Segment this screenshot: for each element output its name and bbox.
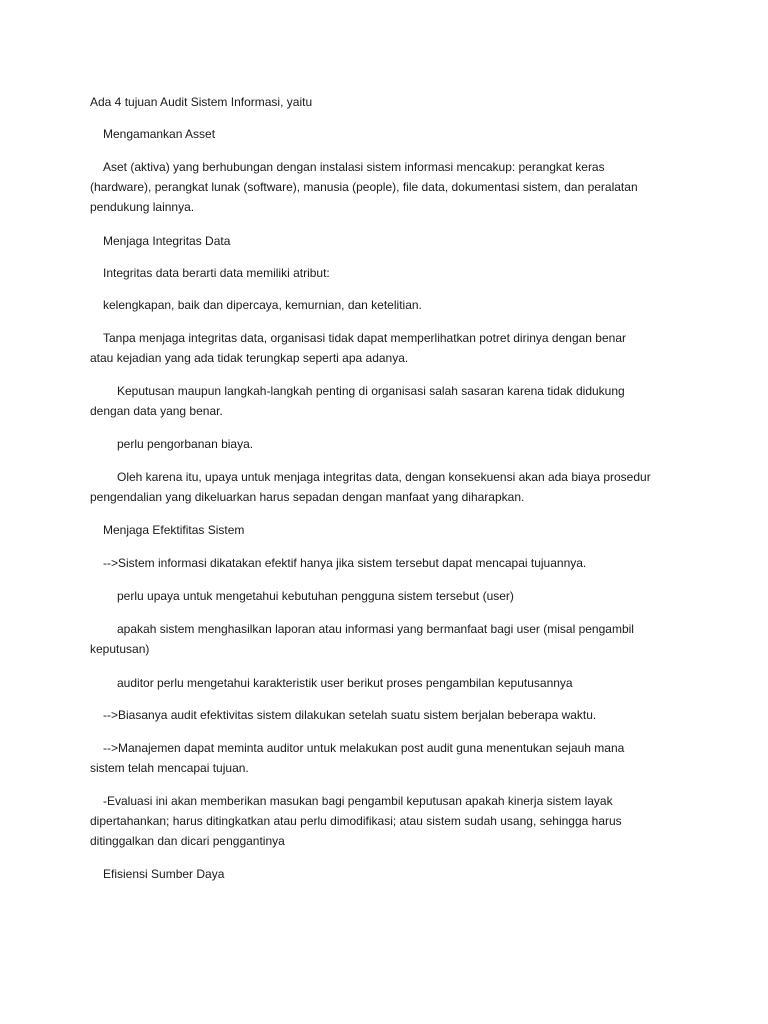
section-heading [90,124,710,144]
text-line: atau kejadian yang ada tidak terungkap seperti apa adanya. [90,351,409,365]
paragraph [90,738,710,778]
text-line: -->Manajemen dapat meminta auditor untuk melakukan post audit guna menentukan sejauh mana [103,741,625,755]
text-line: Ada 4 tujuan Audit Sistem Informasi, yaitu [90,95,313,109]
paragraph [90,553,710,573]
paragraph [90,586,710,606]
text-line: auditor perlu mengetahui karakteristik user berikut proses pengambilan keputusannya [117,676,573,690]
text-line: pendukung lainnya. [90,200,195,214]
text-line: keputusan) [90,642,150,656]
document-intro [90,92,710,112]
paragraph [90,705,710,725]
paragraph [90,619,710,659]
paragraph [90,295,710,315]
paragraph [90,157,710,217]
paragraph [90,467,710,507]
paragraph [90,434,710,454]
paragraph [90,673,710,693]
text-line: -Evaluasi ini akan memberikan masukan bagi pengambil keputusan apakah kinerja sistem layak [103,794,613,808]
text-line: -->Biasanya audit efektivitas sistem dilakukan setelah suatu sistem berjalan beberapa waktu. [103,708,597,722]
section-heading-text: Efisiensi Sumber Daya [103,867,225,881]
section-heading-text: Mengamankan Asset [103,127,216,141]
text-line: perlu pengorbanan biaya. [117,437,254,451]
text-line: dengan data yang benar. [90,404,223,418]
section-heading [90,520,710,540]
text-line: ditinggalkan dan dicari penggantinya [90,834,285,848]
text-line: Integritas data berarti data memiliki atribut: [103,266,330,280]
text-line: Keputusan maupun langkah-langkah penting di organisasi salah sasaran karena tidak didukung [117,384,625,398]
section-heading [90,231,710,251]
text-line: dipertahankan; harus ditingkatkan atau perlu dimodifikasi; atau sistem sudah usang, sehingga harus [90,814,622,828]
paragraph [90,791,710,851]
section-heading [90,864,710,884]
text-line: Aset (aktiva) yang berhubungan dengan instalasi sistem informasi mencakup: perangkat keras [103,160,605,174]
paragraph [90,328,710,368]
text-line: Tanpa menjaga integritas data, organisasi tidak dapat memperlihatkan potret dirinya dengan benar [103,331,626,345]
text-line: Oleh karena itu, upaya untuk menjaga integritas data, dengan konsekuensi akan ada biaya prosedur [117,470,651,484]
text-line: sistem telah mencapai tujuan. [90,761,249,775]
text-line: (hardware), perangkat lunak (software), manusia (people), file data, dokumentasi sistem, dan peralatan [90,180,638,194]
text-line: kelengkapan, baik dan dipercaya, kemurnian, dan ketelitian. [103,298,422,312]
section-heading-text: Menjaga Integritas Data [103,234,231,248]
paragraph [90,263,710,283]
text-line: pengendalian yang dikeluarkan harus sepadan dengan manfaat yang diharapkan. [90,490,525,504]
section-heading-text: Menjaga Efektifitas Sistem [103,523,245,537]
paragraph [90,381,710,421]
text-line: apakah sistem menghasilkan laporan atau informasi yang bermanfaat bagi user (misal pengambil [117,622,634,636]
text-line: -->Sistem informasi dikatakan efektif hanya jika sistem tersebut dapat mencapai tujuannya. [103,556,587,570]
text-line: perlu upaya untuk mengetahui kebutuhan pengguna sistem tersebut (user) [117,589,514,603]
